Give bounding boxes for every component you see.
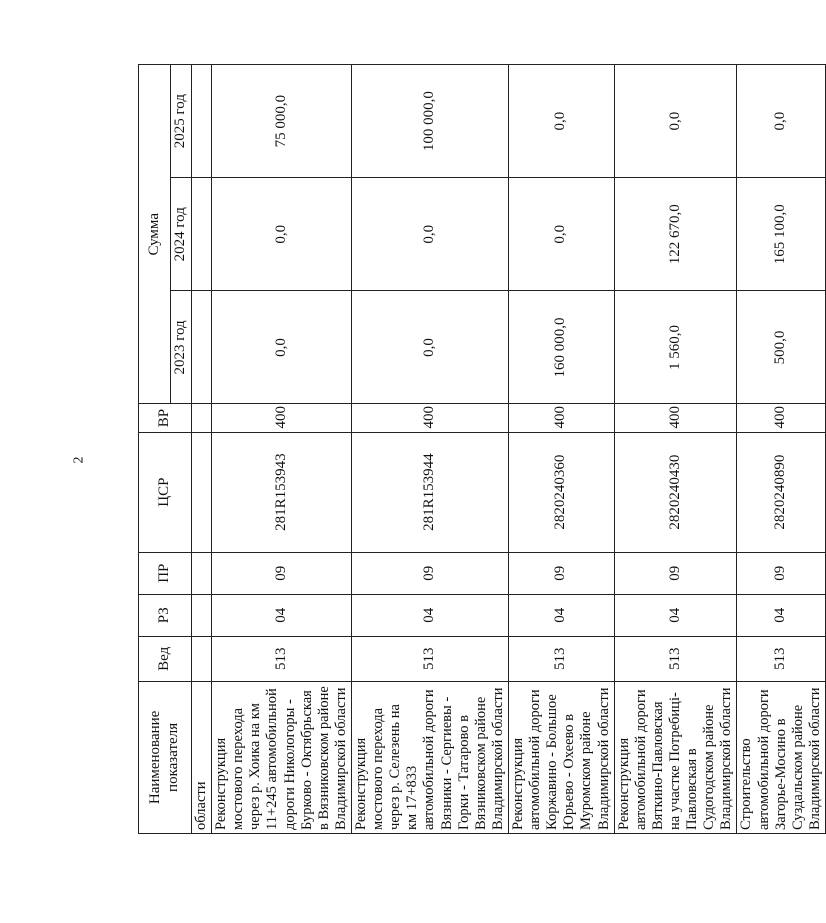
row-name: Реконструкция автомобильной дороги Вяткино-Павловская на участке Потребиці-Павловская в Судогодском районе Владимирской области: [614, 681, 737, 833]
row-rz: 04: [737, 594, 826, 636]
row-pr: 09: [351, 552, 508, 594]
table-row: [508, 65, 614, 834]
row-2024: 122 670,0: [614, 178, 737, 291]
row-2024: 0,0: [351, 178, 508, 291]
row-2025: 75 000,0: [212, 65, 352, 178]
row-name: Строительство автомобильной дороги Загорье-Мосино в Суздальском районе Владимирской области: [737, 681, 826, 833]
row-2024: 0,0: [508, 178, 614, 291]
row-csr: 2820240890: [737, 432, 826, 552]
header-2025: 2025 год: [171, 65, 192, 178]
row-vr: 400: [508, 404, 614, 432]
row-2023: 0,0: [212, 291, 352, 404]
row-2024: 0,0: [212, 178, 352, 291]
header-ved: Вед: [139, 636, 192, 681]
row-name: Реконструкция мостового перехода через р. Селезень на км 17+833 автомобильной дороги Вязники - Сергиевы - Горки - Татарово в Вязниковском районе Владимирской области: [351, 681, 508, 833]
row-vr: 400: [737, 404, 826, 432]
row-name: Реконструкция автомобильной дороги Коржавино - Большое Юрьево - Охеево в Муромском районе Владимирской области: [508, 681, 614, 833]
header-rz: РЗ: [139, 594, 192, 636]
table-row: [614, 65, 737, 834]
row-vr: 400: [614, 404, 737, 432]
header-2023: 2023 год: [171, 291, 192, 404]
row-2025: 0,0: [508, 65, 614, 178]
row-ved: 513: [737, 636, 826, 681]
row-pr: 09: [737, 552, 826, 594]
row-ved: 513: [614, 636, 737, 681]
row-csr: 281R153944: [351, 432, 508, 552]
table-row: [351, 65, 508, 834]
row-2023: 1 560,0: [614, 291, 737, 404]
table-row: [212, 65, 352, 834]
header-vr: ВР: [139, 404, 192, 432]
row-2023: 0,0: [351, 291, 508, 404]
row-name: Реконструкция мостового перехода через р. Хоика на км 11+245 автомобильной дороги Никологоры - Бурково - Октябрьская в Вязниковском районе Владимирской области: [212, 681, 352, 833]
row-2024: 165 100,0: [737, 178, 826, 291]
row-2025: 0,0: [614, 65, 737, 178]
row-pr: 09: [614, 552, 737, 594]
row-rz: 04: [212, 594, 352, 636]
row-2023: 160 000,0: [508, 291, 614, 404]
row-csr: 281R153943: [212, 432, 352, 552]
header-sum: Сумма: [139, 65, 171, 405]
row-vr: 400: [351, 404, 508, 432]
row-csr: 2820240360: [508, 432, 614, 552]
row-2025: 0,0: [737, 65, 826, 178]
row-2023: 500,0: [737, 291, 826, 404]
row-ved: 513: [212, 636, 352, 681]
row-pr: 09: [508, 552, 614, 594]
row-2025: 100 000,0: [351, 65, 508, 178]
header-pr: ПР: [139, 552, 192, 594]
table-row: [192, 65, 212, 834]
header-2024: 2024 год: [171, 178, 192, 291]
row-pr: 09: [212, 552, 352, 594]
budget-table: [138, 64, 826, 834]
row-rz: 04: [614, 594, 737, 636]
rotated-table-wrapper: [138, 64, 823, 834]
row-vr: 400: [212, 404, 352, 432]
row-ved: 513: [508, 636, 614, 681]
table-row: [737, 65, 826, 834]
row-csr: 2820240430: [614, 432, 737, 552]
continuation-cell: области: [192, 681, 212, 833]
row-ved: 513: [351, 636, 508, 681]
row-rz: 04: [351, 594, 508, 636]
header-csr: ЦСР: [139, 432, 192, 552]
header-name: Наименование показателя: [139, 681, 192, 833]
page-number: 2: [71, 456, 87, 464]
row-rz: 04: [508, 594, 614, 636]
